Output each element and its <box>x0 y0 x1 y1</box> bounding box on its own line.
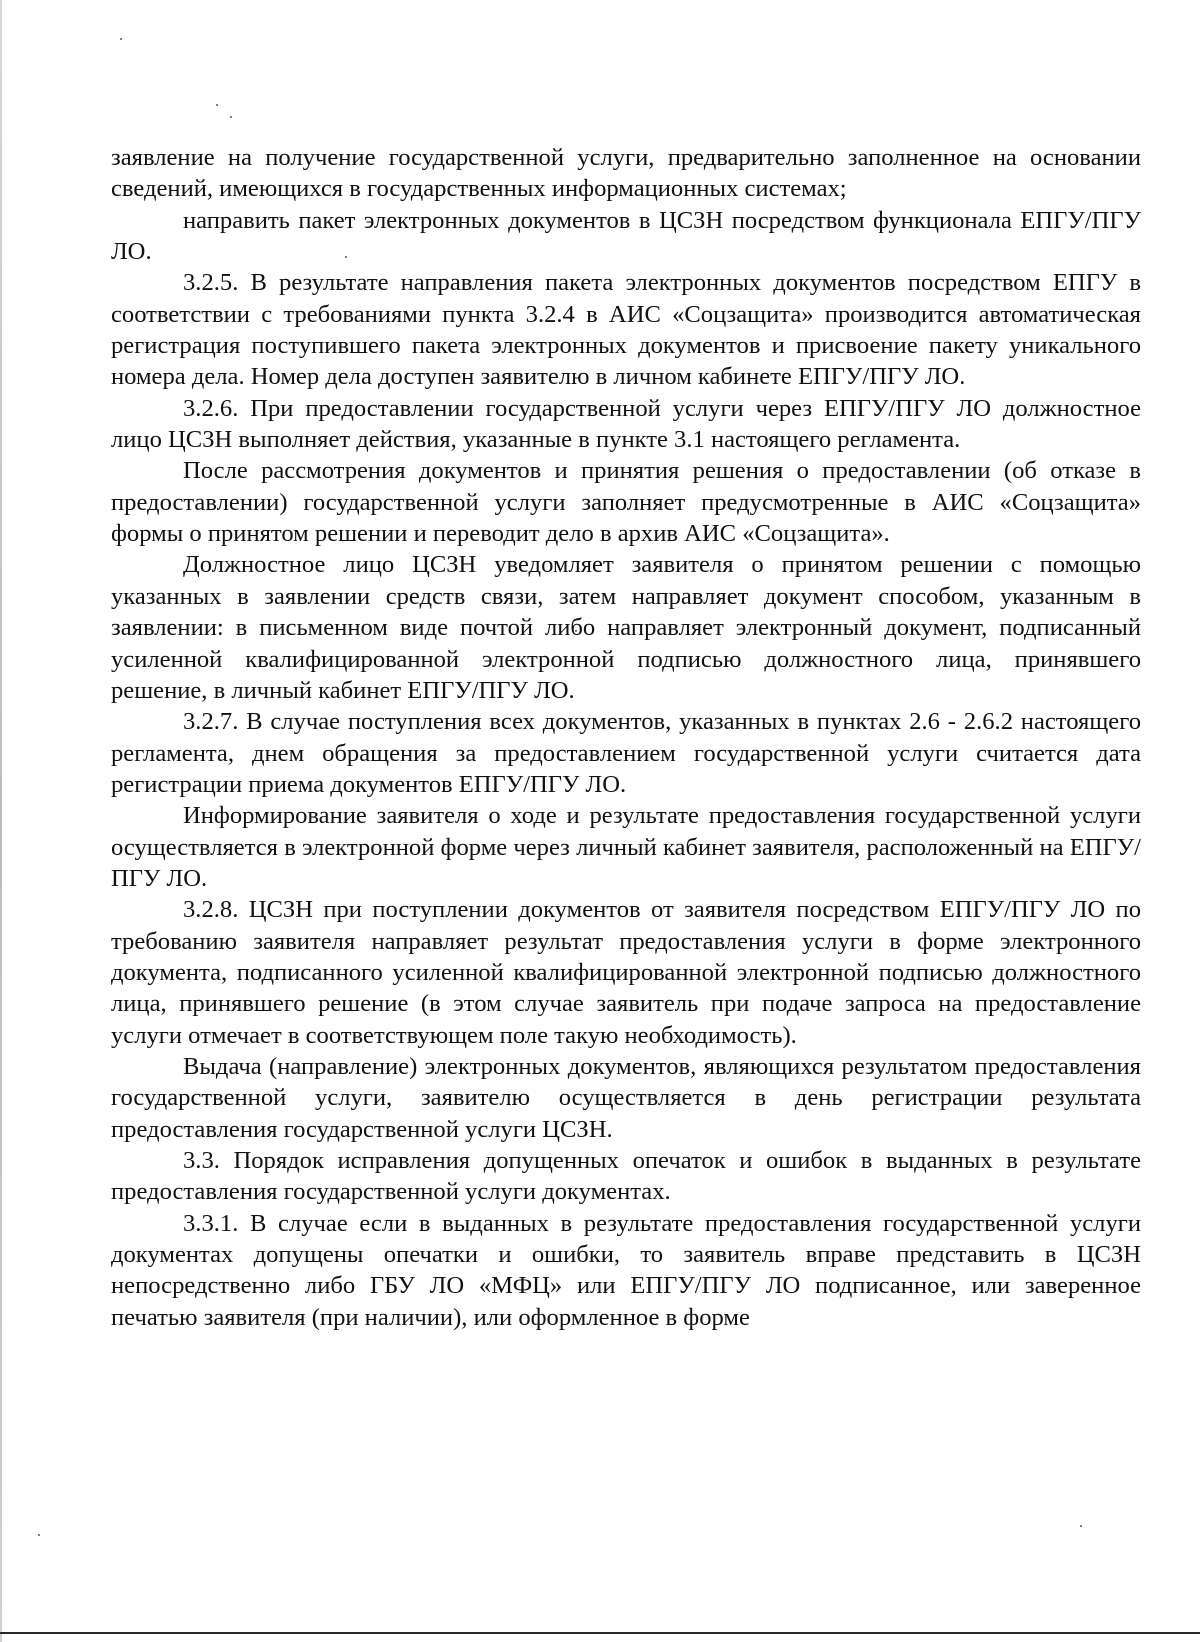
scan-edge-left <box>0 0 2 1642</box>
paragraph: 3.2.5. В результате направления пакета электронных документов посредством ЕПГУ в соответствии с требованиями пункта 3.2.4 в АИС «Соцзащита» производится автоматическая регистрация поступившего пакета электронных документов и присвоение пакету уникального номера дела. Номер дела доступен заявителю в личном кабинете ЕПГУ/ПГУ ЛО. <box>111 269 1141 391</box>
document-body <box>111 142 1141 1333</box>
paragraph: направить пакет электронных документов в ЦСЗН посредством функционала ЕПГУ/ПГУ ЛО. <box>111 206 1141 266</box>
paragraph: 3.2.7. В случае поступления всех документов, указанных в пунктах 2.6 - 2.6.2 настоящего регламента, днем обращения за предоставлением государственной услуги считается дата регистрации приема документов ЕПГУ/ПГУ ЛО. <box>111 708 1141 798</box>
paragraph: 3.3. Порядок исправления допущенных опечаток и ошибок в выданных в результате предоставления государственной услуги документах. <box>111 1147 1141 1206</box>
paragraph: Выдача (направление) электронных документов, являющихся результатом предоставления государственной услуги, заявителю осуществляется в день регистрации результата предоставления государственной услуги ЦСЗН. <box>111 1052 1141 1143</box>
scan-speck <box>216 104 218 106</box>
paragraph: Должностное лицо ЦСЗН уведомляет заявителя о принятом решении с помощью указанных в заявлении средств связи, затем направляет документ способом, указанным в заявлении: в письменном виде почтой либо направляет электронный документ, подписанный усиленной квалифицированной электронной подписью должностного лица, принявшего решение, в личный кабинет ЕПГУ/ПГУ ЛО. <box>111 551 1141 704</box>
paragraph: 3.3.1. В случае если в выданных в результате предоставления государственной услуги документах допущены опечатки и ошибки, то заявитель вправе представить в ЦСЗН непосредственно либо ГБУ ЛО «МФЦ» или ЕПГУ/ПГУ ЛО подписанное, или заверенное печатью заявителя (при наличии), или оформленное в форме <box>111 1209 1141 1331</box>
paragraph: 3.2.8. ЦСЗН при поступлении документов от заявителя посредством ЕПГУ/ПГУ ЛО по требованию заявителя направляет результат предоставления услуги в форме электронного документа, подписанного усиленной квалифицированной электронной подписью должностного лица, принявшего решение (в этом случае заявитель при подаче запроса на предоставление услуги отмечает в соответствующем поле такую необходимость). <box>111 896 1141 1049</box>
scan-speck <box>38 1534 40 1536</box>
paragraph: 3.2.6. При предоставлении государственной услуги через ЕПГУ/ПГУ ЛО должностное лицо ЦСЗН выполняет действия, указанные в пункте 3.1 настоящего регламента. <box>111 394 1141 454</box>
scan-speck <box>230 116 232 118</box>
paragraph: После рассмотрения документов и принятия решения о предоставлении (об отказе в предоставлении) государственной услуги заполняет предусмотренные в АИС «Соцзащита» формы о принятом решении и переводит дело в архив АИС «Соцзащита». <box>111 457 1141 548</box>
scan-edge-bottom <box>0 1632 1200 1634</box>
scan-speck <box>120 38 122 40</box>
paragraph: Информирование заявителя о ходе и результате предоставления государственной услуги осуществляется в электронной форме через личный кабинет заявителя, расположенный на ЕПГУ/ПГУ ЛО. <box>111 802 1141 892</box>
scan-speck <box>1080 1525 1082 1527</box>
paragraph: заявление на получение государственной услуги, предварительно заполненное на основании сведений, имеющихся в государственных информационных системах; <box>111 144 1141 203</box>
